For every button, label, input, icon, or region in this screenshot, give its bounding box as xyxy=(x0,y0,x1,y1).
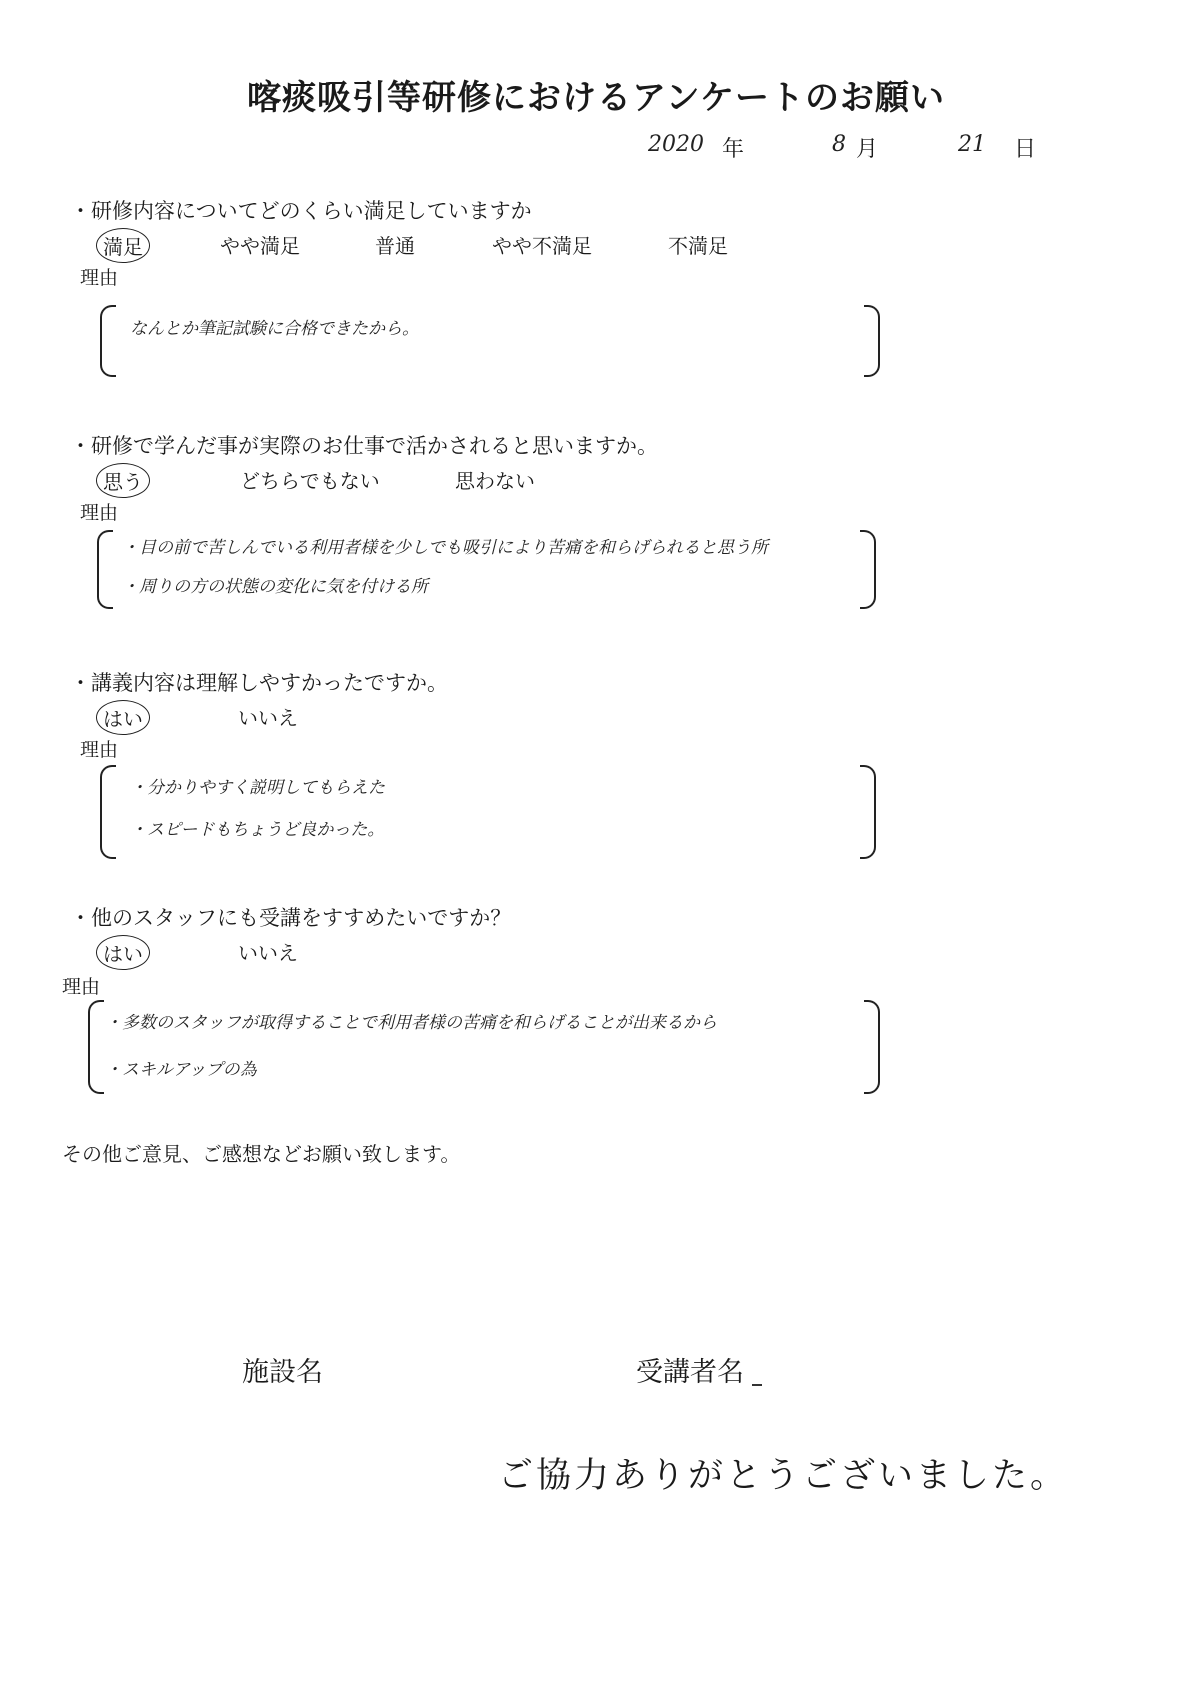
reason-label-2: 理由 xyxy=(80,502,119,524)
facility-label: 施設名 xyxy=(242,1357,323,1388)
page-title: 喀痰吸引等研修におけるアンケートのお願い xyxy=(247,78,945,118)
reason-box-3-right xyxy=(860,765,876,859)
reason-answer-2-2: ・周りの方の状態の変化に気を付ける所 xyxy=(122,577,428,597)
reason-box-4-left xyxy=(88,1000,104,1094)
day-label: 日 xyxy=(1014,137,1037,162)
reason-answer-3-1: ・分かりやすく説明してもらえた xyxy=(130,778,385,798)
year-value: 2020 xyxy=(648,132,704,157)
option-somewhat-satisfied[interactable]: やや満足 xyxy=(220,234,300,258)
option-no[interactable]: いいえ xyxy=(238,706,298,730)
reason-answer-3-2: ・スピードもちょうど良かった。 xyxy=(130,820,385,840)
day-value: 21 xyxy=(958,132,986,157)
reason-box-2-left xyxy=(97,530,113,609)
question-2-text: ・研修で学んだ事が実際のお仕事で活かされると思いますか。 xyxy=(70,434,658,458)
option-think-selected[interactable]: 思う xyxy=(96,463,150,498)
option-do-not-think[interactable]: 思わない xyxy=(455,469,535,493)
reason-answer-4-1: ・多数のスタッフが取得することで利用者様の苦痛を和らげることが出来るから xyxy=(105,1013,717,1033)
attendee-label: 受講者名 xyxy=(636,1357,744,1388)
reason-box-3-left xyxy=(100,765,116,859)
reason-box-1-left xyxy=(100,305,116,377)
reason-answer-2-1: ・目の前で苦しんでいる利用者様を少しでも吸引により苦痛を和らげられると思う所 xyxy=(122,538,768,558)
reason-box-1-right xyxy=(864,305,880,377)
option-no[interactable]: いいえ xyxy=(238,941,298,965)
option-somewhat-dissatisfied[interactable]: やや不満足 xyxy=(492,234,592,258)
option-yes-selected[interactable]: はい xyxy=(96,700,150,735)
question-1-text: ・研修内容についてどのくらい満足していますか xyxy=(70,199,532,223)
reason-label-3: 理由 xyxy=(80,739,119,761)
other-comments-prompt: その他ご意見、ご感想などお願い致します。 xyxy=(62,1142,461,1166)
option-yes-selected[interactable]: はい xyxy=(96,935,150,970)
reason-label-4: 理由 xyxy=(62,976,101,998)
month-value: 8 xyxy=(832,132,846,157)
thanks-message: ご協力ありがとうございました。 xyxy=(498,1456,1069,1496)
reason-answer-4-2: ・スキルアップの為 xyxy=(105,1060,257,1080)
reason-label-1: 理由 xyxy=(80,267,119,289)
option-dissatisfied[interactable]: 不満足 xyxy=(668,234,728,258)
option-neutral[interactable]: 普通 xyxy=(375,234,415,258)
option-satisfied-selected[interactable]: 満足 xyxy=(96,228,150,263)
year-label: 年 xyxy=(722,137,745,162)
reason-box-2-right xyxy=(860,530,876,609)
attendee-underline xyxy=(752,1384,762,1386)
month-label: 月 xyxy=(856,137,879,162)
option-neither[interactable]: どちらでもない xyxy=(240,469,380,493)
reason-answer-1-1: なんとか筆記試験に合格できたから。 xyxy=(130,319,419,339)
reason-box-4-right xyxy=(864,1000,880,1094)
question-4-text: ・他のスタッフにも受講をすすめたいですか？ xyxy=(70,906,512,930)
question-3-text: ・講義内容は理解しやすかったですか。 xyxy=(70,671,448,695)
